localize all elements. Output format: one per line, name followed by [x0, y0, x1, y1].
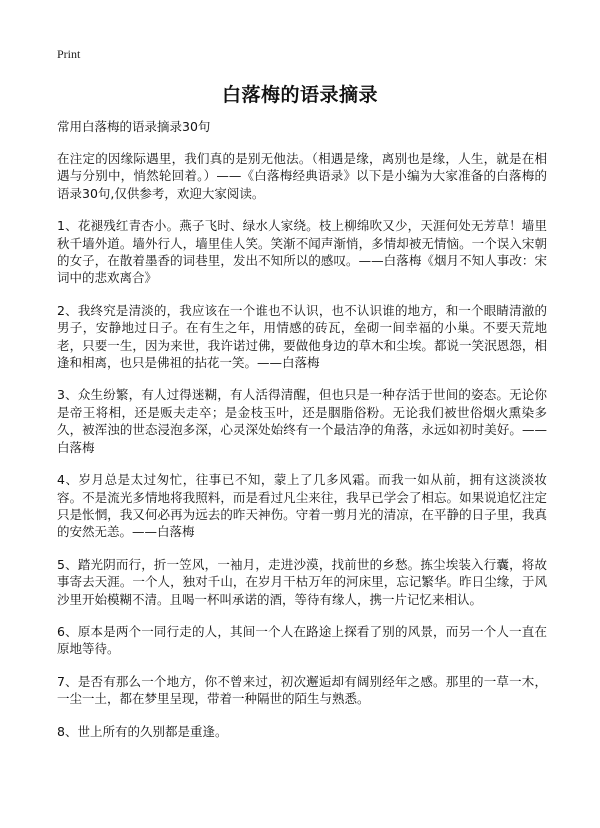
quote-item-5: 5、踏光阴而行，折一笠风，一袖月，走进沙漠，找前世的乡愁。拣尘埃装入行囊，将故事寄去天涯。一个人，独对千山，在岁月干枯万年的河床里，忘记繁华。昨日尘缘，于风沙里开始模糊不清。且喝一杯叫承诺的酒，等待有缘人，携一片记忆来相认。 [57, 556, 547, 607]
print-link[interactable]: Print [57, 47, 81, 61]
quote-item-1: 1、花褪残红青杏小。燕子飞时、绿水人家绕。枝上柳绵吹又少，天涯何处无芳草！墙里秋千墙外道。墙外行人，墙里佳人笑。笑渐不闻声渐悄，多情却被无情恼。一个误入宋朝的女子，在散着墨香的词巷里，发出不知所以的感叹。——白落梅《烟月不知人事改：宋词中的悲欢离合》 [57, 218, 547, 286]
page-title: 白落梅的语录摘录 [221, 84, 378, 106]
intro-paragraph: 在注定的因缘际遇里，我们真的是别无他法。（相遇是缘，离别也是缘，人生，就是在相遇与分别中，悄然轮回着。）——《白落梅经典语录》以下是小编为大家准备的白落梅的语录30句,仅供参考，欢迎大家阅读。 [57, 151, 547, 201]
quote-item-4: 4、岁月总是太过匆忙，往事已不知，蒙上了几多风霜。而我一如从前，拥有这淡淡妆容。不是流光多情地将我照料，而是看过凡尘来往，我早已学会了相忘。如果说追忆注定只是怅惘，我又何必再为远去的昨天神伤。守着一剪月光的清凉，在平静的日子里，我真的安然无恙。——白落梅 [57, 472, 547, 540]
quote-item-7: 7、是否有那么一个地方，你不曾来过，初次邂逅却有阔别经年之感。那里的一草一木，一尘一土，都在梦里呈现，带着一种隔世的陌生与熟悉。 [57, 673, 547, 707]
document-body [57, 118, 547, 755]
quote-item-2: 2、我终究是清淡的，我应该在一个谁也不认识，也不认识谁的地方，和一个眼睛清澈的男子，安静地过日子。在有生之年，用情感的砖瓦，垒砌一间幸福的小巢。不要天荒地老，只要一生，因为来世，我许诺过佛，要做他身边的草木和尘埃。都说一笑泯恩怨，相逢和相离，也只是佛祖的拈花一笑。——白落梅 [57, 302, 547, 371]
quote-item-8: 8、世上所有的久别都是重逢。 [57, 723, 228, 739]
document-subtitle: 常用白落梅的语录摘录30句 [57, 119, 211, 134]
quote-item-6: 6、原本是两个一同行走的人，其间一个人在路途上探看了别的风景，而另一个人一直在原地等待。 [57, 623, 547, 657]
quote-item-3: 3、众生纷繁，有人过得迷糊，有人活得清醒，但也只是一种存活于世间的姿态。无论你是帝王将相，还是贩夫走卒；是金枝玉叶，还是胭脂俗粉。无论我们被世俗烟火熏染多久，被浑浊的世态浸泡多深，心灵深处始终有一个最洁净的角落，永远如初时美好。——白落梅 [57, 387, 547, 455]
